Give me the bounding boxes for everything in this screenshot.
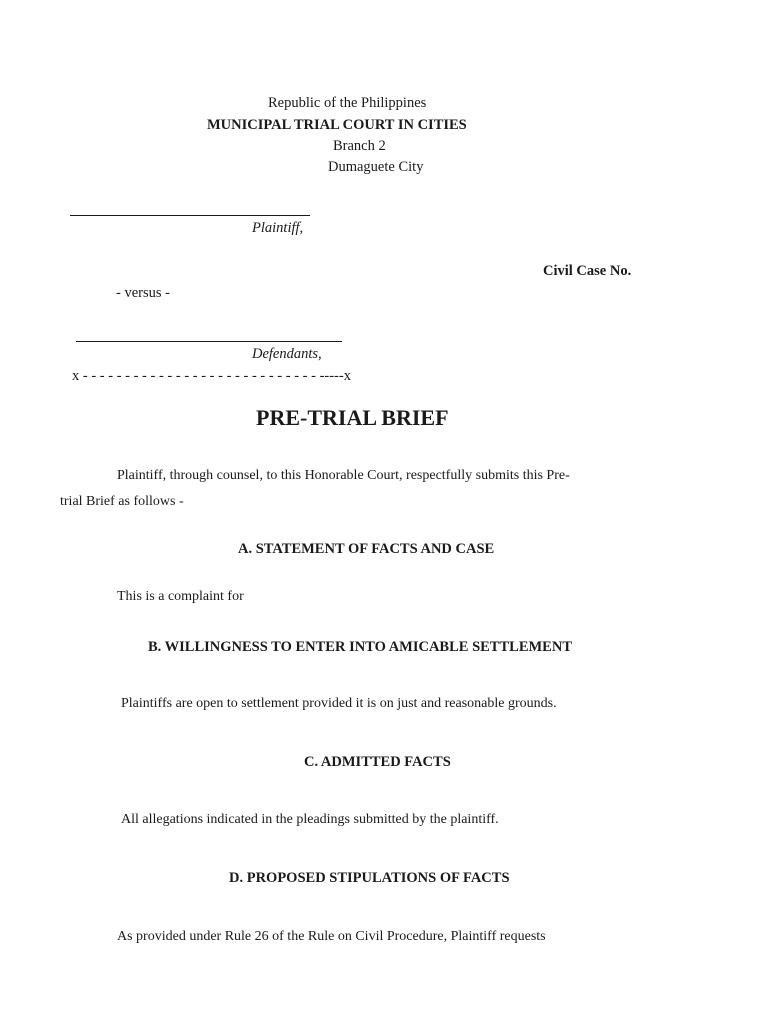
section-a-text: This is a complaint for [117, 589, 244, 604]
defendants-blank-line [76, 341, 342, 342]
republic-line: Republic of the Philippines [268, 95, 427, 111]
section-d-heading: D. PROPOSED STIPULATIONS OF FACTS [229, 870, 510, 886]
section-d-text: As provided under Rule 26 of the Rule on Civil Procedure, Plaintiff requests [117, 929, 546, 944]
section-c-text: All allegations indicated in the pleadings submitted by the plaintiff. [121, 812, 499, 827]
section-c-heading: C. ADMITTED FACTS [304, 754, 451, 770]
section-b-heading: B. WILLINGNESS TO ENTER INTO AMICABLE SETTLEMENT [148, 639, 572, 655]
caption-separator: x - - - - - - - - - - - - - - - - - - - - - - - - - - - - -----x [72, 368, 351, 384]
section-a-heading: A. STATEMENT OF FACTS AND CASE [238, 541, 495, 557]
document-title: PRE-TRIAL BRIEF [256, 405, 449, 430]
plaintiff-blank-line [70, 215, 310, 216]
defendants-label: Defendants, [252, 346, 322, 362]
versus-text: - versus - [116, 285, 170, 301]
intro-line-2: trial Brief as follows - [60, 494, 184, 509]
court-name: MUNICIPAL TRIAL COURT IN CITIES [207, 117, 467, 133]
branch-line: Branch 2 [333, 138, 386, 154]
intro-line-1: Plaintiff, through counsel, to this Honorable Court, respectfully submits this Pre- [117, 468, 570, 483]
civil-case-label: Civil Case No. [543, 263, 632, 279]
section-b-text: Plaintiffs are open to settlement provided it is on just and reasonable grounds. [121, 696, 557, 711]
plaintiff-label: Plaintiff, [252, 220, 304, 236]
city-line: Dumaguete City [328, 159, 424, 175]
